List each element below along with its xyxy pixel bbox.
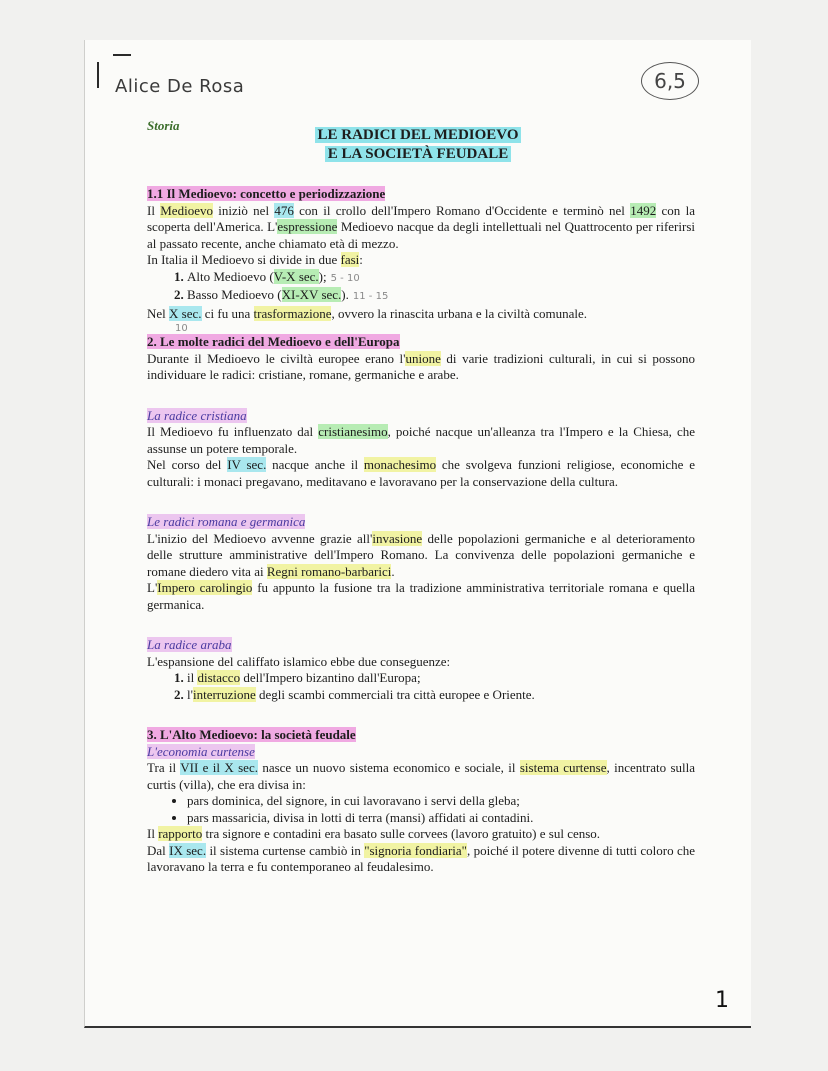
paragraph: L'Impero carolingio fu appunto la fusione tra la tradizione amministrativa territoriale romana e quella germanica. (147, 580, 695, 612)
section-heading: 1.1 Il Medioevo: concetto e periodizzazione (147, 186, 386, 201)
grade-circle (641, 62, 699, 100)
list-item: 1. Alto Medioevo (V-X sec.); 5 - 10 (187, 269, 695, 288)
section-heading: 3. L'Alto Medioevo: la società feudale (147, 727, 356, 742)
grade-value: 6,5 (654, 69, 686, 93)
document-page (84, 40, 751, 1028)
document-body (147, 186, 695, 876)
list-item: 2. Basso Medioevo (XI-XV sec.). 11 - 15 (187, 287, 695, 306)
subsection-heading: La radice araba (147, 637, 232, 652)
paragraph: Nel X sec. ci fu una trasformazione, ovvero la rinascita urbana e la civiltà comunale. (147, 305, 588, 321)
paragraph: Tra il VII e il X sec. nasce un nuovo sistema economico e sociale, il sistema curtense, incentrato sulla curtis (villa), che era divisa in: (147, 760, 695, 792)
list-item: 2. l'interruzione degli scambi commerciali tra città europee e Oriente. (187, 687, 695, 704)
paragraph: Nel corso del IV sec. nacque anche il monachesimo che svolgeva funzioni religiose, economiche e culturali: i monaci pregavano, meditavano e lavoravano per la conservazione della cultura. (147, 457, 696, 489)
paragraph: L'espansione del califfato islamico ebbe due conseguenze: (147, 653, 451, 669)
consequence-list (147, 670, 695, 703)
section-heading: 2. Le molte radici del Medioevo e dell'Europa (147, 334, 400, 349)
title-line-2: E LA SOCIETÀ FEUDALE (325, 146, 511, 162)
paragraph: Durante il Medioevo le civiltà europee erano l'unione di varie tradizioni culturali, in cui si possono individuare le radici: cristiane, romane, germaniche e arabe. (147, 350, 695, 382)
paragraph: In Italia il Medioevo si divide in due fasi: (147, 252, 363, 267)
subject-label: Storia (147, 118, 180, 133)
page-number: 1 (715, 988, 729, 1013)
author-name: Alice De Rosa (115, 76, 245, 97)
margin-note: 10 (175, 323, 188, 334)
page-title (85, 126, 751, 164)
subsection-heading: Le radici romana e germanica (147, 514, 306, 529)
list-item: • pars dominica, del signore, in cui lavoravano i servi della gleba; (187, 793, 695, 810)
phase-list (147, 269, 695, 306)
list-item: • pars massaricia, divisa in lotti di terra (mansi) affidati ai contadini. (187, 810, 695, 827)
paragraph: L'inizio del Medioevo avvenne grazie all'invasione delle popolazioni germaniche e al deterioramento delle strutture amministrative dell'Impero Romano. La convivenza delle popolazioni germaniche e romane diedero vita ai Regni romano-barbarici. (147, 530, 695, 579)
subsection-heading: La radice cristiana (147, 407, 247, 423)
curtis-list (147, 793, 695, 826)
list-item: 1. il distacco dell'Impero bizantino dall'Europa; (187, 670, 695, 687)
paragraph: Il rapporto tra signore e contadini era basato sulle corvees (lavoro gratuito) e sul censo. (147, 826, 601, 841)
pen-mark (113, 54, 131, 56)
title-line-1: LE RADICI DEL MEDIOEVO (315, 127, 522, 143)
paragraph: Il Medioevo iniziò nel 476 con il crollo dell'Impero Romano d'Occidente e terminò nel 1492 con la scoperta dell'America. L'espressione Medioevo nacque da degli intellettuali nel Quattrocento per riferirsi al passato recente, anche chiamato età di mezzo. (147, 202, 695, 251)
subsection-heading: L'economia curtense (147, 743, 255, 759)
pen-mark (97, 62, 99, 88)
paragraph: Dal IX sec. il sistema curtense cambiò in "signoria fondiaria", poiché il potere divenne di tutti coloro che lavoravano la terra e fu contemporaneo al feudalesimo. (147, 842, 695, 874)
paragraph: Il Medioevo fu influenzato dal cristianesimo, poiché nacque un'alleanza tra l'Impero e la Chiesa, che assunse un potere temporale. (147, 424, 695, 456)
